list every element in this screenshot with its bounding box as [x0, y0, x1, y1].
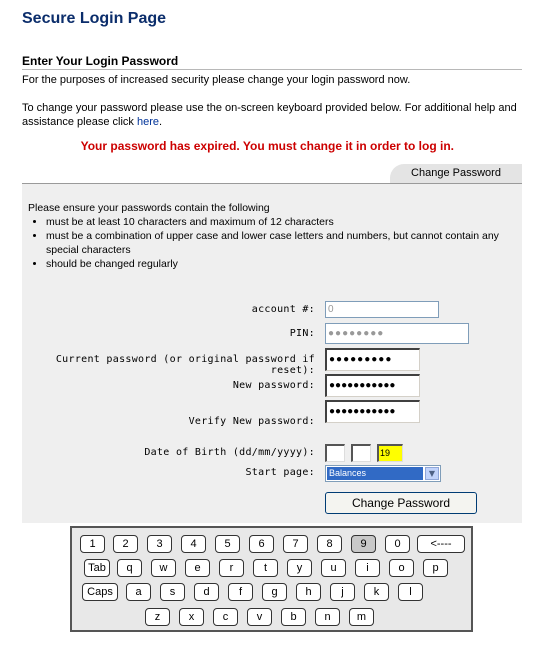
- key-z[interactable]: z: [145, 608, 170, 626]
- account-field[interactable]: [325, 301, 439, 318]
- verify-password-label: Verify New password:: [188, 416, 315, 427]
- start-page-select[interactable]: [325, 465, 441, 482]
- help-link[interactable]: here: [136, 116, 159, 128]
- key-f[interactable]: f: [228, 583, 253, 601]
- tab-change-password[interactable]: Change Password: [390, 164, 522, 183]
- help-text: [22, 101, 527, 129]
- key-2[interactable]: 2: [113, 535, 138, 553]
- key-tab[interactable]: Tab: [84, 559, 110, 577]
- key-d[interactable]: d: [194, 583, 219, 601]
- key-4[interactable]: 4: [181, 535, 206, 553]
- key-w[interactable]: w: [151, 559, 176, 577]
- key-t[interactable]: t: [253, 559, 278, 577]
- rules-intro: Please ensure your passwords contain the following: [28, 202, 270, 214]
- key-u[interactable]: u: [321, 559, 346, 577]
- key-r[interactable]: r: [219, 559, 244, 577]
- key-p[interactable]: p: [423, 559, 448, 577]
- key-l[interactable]: l: [398, 583, 423, 601]
- key-e[interactable]: e: [185, 559, 210, 577]
- key-8[interactable]: 8: [317, 535, 342, 553]
- change-password-button[interactable]: Change Password: [325, 492, 477, 514]
- new-password-value: ●●●●●●●●●●●: [329, 380, 396, 391]
- pin-value: ●●●●●●●●: [328, 328, 385, 339]
- verify-password-value: ●●●●●●●●●●●: [329, 406, 396, 417]
- key-0[interactable]: 0: [385, 535, 410, 553]
- key-y[interactable]: y: [287, 559, 312, 577]
- key-a[interactable]: a: [126, 583, 151, 601]
- start-page-value: Balances: [327, 467, 423, 480]
- expired-message: Your password has expired. You must change it in order to log in.: [80, 139, 454, 153]
- key-k[interactable]: k: [364, 583, 389, 601]
- key-g[interactable]: g: [262, 583, 287, 601]
- key-7[interactable]: 7: [283, 535, 308, 553]
- key-backspace[interactable]: <----: [417, 535, 465, 553]
- chevron-down-icon[interactable]: ▼: [425, 467, 439, 480]
- key-b[interactable]: b: [281, 608, 306, 626]
- rule-item: • should be changed regularly: [46, 257, 518, 271]
- key-9[interactable]: 9: [351, 535, 376, 553]
- help-text-start: To change your password please use the on-screen keyboard provided below. For additional help and assistance please click: [22, 102, 517, 128]
- account-label: account #:: [251, 304, 315, 315]
- page-title: Secure Login Page: [22, 10, 167, 27]
- key-j[interactable]: j: [330, 583, 355, 601]
- current-password-label: Current password (or original password if reset):: [55, 354, 315, 376]
- dob-label: Date of Birth (dd/mm/yyyy):: [144, 447, 315, 458]
- key-1[interactable]: 1: [80, 535, 105, 553]
- key-h[interactable]: h: [296, 583, 321, 601]
- key-s[interactable]: s: [160, 583, 185, 601]
- key-q[interactable]: q: [117, 559, 142, 577]
- panel-divider: [22, 183, 522, 184]
- start-page-label: Start page:: [245, 467, 315, 478]
- new-password-label: New password:: [232, 380, 315, 391]
- key-n[interactable]: n: [315, 608, 340, 626]
- key-5[interactable]: 5: [215, 535, 240, 553]
- dob-month-field[interactable]: [351, 444, 371, 462]
- key-m[interactable]: m: [349, 608, 374, 626]
- rule-item: • must be at least 10 characters and maximum of 12 characters: [46, 215, 518, 229]
- intro-text: For the purposes of increased security please change your login password now.: [22, 74, 411, 86]
- rule-item: • must be a combination of upper case and lower case letters and numbers, but cannot contain any special characters: [46, 229, 518, 257]
- key-o[interactable]: o: [389, 559, 414, 577]
- key-caps[interactable]: Caps: [82, 583, 118, 601]
- key-v[interactable]: v: [247, 608, 272, 626]
- dob-day-field[interactable]: [325, 444, 345, 462]
- key-c[interactable]: c: [213, 608, 238, 626]
- key-x[interactable]: x: [179, 608, 204, 626]
- onscreen-keyboard: [70, 526, 473, 632]
- new-password-field[interactable]: [325, 374, 420, 397]
- section-heading: Enter Your Login Password: [22, 54, 522, 70]
- key-6[interactable]: 6: [249, 535, 274, 553]
- key-3[interactable]: 3: [147, 535, 172, 553]
- pin-label: PIN:: [289, 328, 315, 339]
- dob-year-field[interactable]: 19: [377, 444, 403, 462]
- current-password-field[interactable]: [325, 348, 420, 371]
- help-text-end: .: [158, 116, 163, 128]
- current-password-value: ●●●●●●●●●: [329, 354, 393, 365]
- password-rules: [28, 201, 518, 271]
- key-i[interactable]: i: [355, 559, 380, 577]
- account-value: 0: [328, 304, 334, 315]
- verify-password-field[interactable]: [325, 400, 420, 423]
- pin-field[interactable]: [325, 323, 469, 344]
